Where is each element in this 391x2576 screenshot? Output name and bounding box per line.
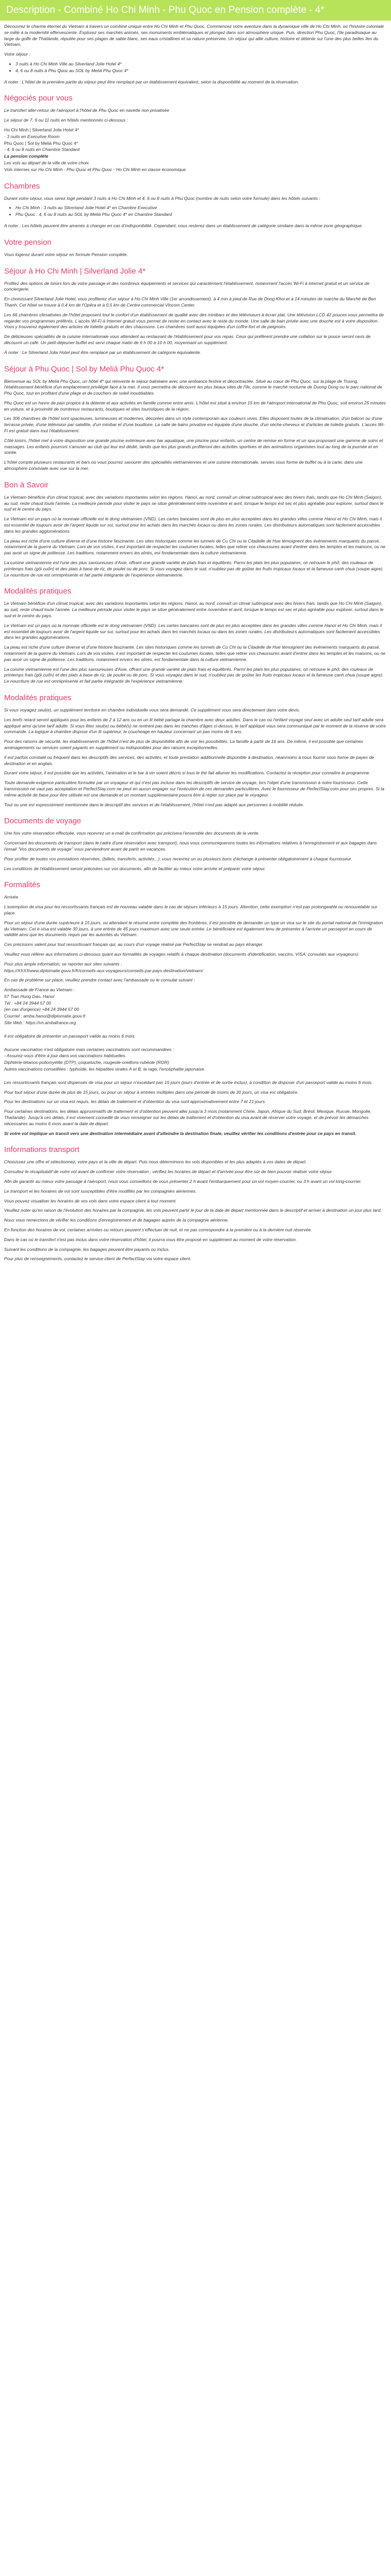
section-title-practical: Modalités pratiques <box>4 693 72 702</box>
diplomatie-link[interactable]: https://XXXXwww.diplomatie.gouv.fr/fr/conseils-aux-voyageurs/conseils-par-pays-destination/vietnam/ <box>4 968 203 973</box>
page <box>0 0 391 1276</box>
transport-paragraph: Dans le cas où le transfert n'est pas inclus dans votre réservation d'hôtel, il pourra vous être proposé en supplément au moment de votre réservation. <box>4 1236 297 1242</box>
practical-paragraph: Si vous voyagez seul(e), un supplément territoire en chambre individuelle vous sera demandé. Ce supplément vous sera directement dans votre devis. <box>4 707 300 713</box>
list-item: • 3 nuits à Ho Chi Minh Ville au Silverland Jolie Hotel 4* <box>15 61 387 67</box>
pq-paragraph: Bienvenue au SOL by Meliá Phu Quoc, un hôtel 4* qui réinvente le séjour balnéaire avec une ambiance festive et décontractée. Situé au cœur de Phu Quoc, sur la plage de Truong, l'établissement bénéficie d'un emplacement privilégié face à la mer. Il vous permettra de découvrir les plus beaux sites de l'île, comme le marché nocturne de Duong Dong ou le parc national de Phu Quoc, tout en profitant d'une plage et de couchers de soleil inoubliables. <box>4 378 382 396</box>
practical-paragraph: Toute demande exigence particulière formulée par un voyageur et qui n'est pas incluse dans les descriptifs de service de voyage, lors l'objet d'une transmission à notre fournisseur. Cette transmission ne vaut pas acceptation et PerfectStay.com ne peut en aucun engager sur l'exécution de ces demandes particulières. Avec le fournisseur de PerfectStay.com pour ses propres. Si la même activité de base pour être utilisée est une demande et un montant supplémentaire pourra être à régler sur place par le voyageur. <box>4 780 384 798</box>
rooms-paragraph: Durant votre séjour, vous serez logé pendant 3 nuits à Ho Chi Minh et 4, 6 ou 8 nuits à Phu Quoc (nombre de nuits selon votre formule) dans les hôtels suivants : <box>4 195 320 201</box>
transport-paragraph: Nous vous remercions de vérifier les conditions d'enregistrement et de bagages auprès de la compagnie aérienne. <box>4 1217 229 1223</box>
section-title-included: Négociés pour vous <box>4 94 73 103</box>
section-title-pq: Séjour à Phu Quoc | Sol by Meliá Phu Quoc 4* <box>4 364 164 374</box>
formalities-paragraph: Diphtérie-tétanos-poliomyélite (DTP), coqueluche, rougeole-oreillons-rubéole (ROR). <box>4 1060 170 1065</box>
practical-paragraph: La peau est riche d'une culture diverse et d'une histoire fascinante. Les sites historiques comme les tunnels de Cu Chi ou la Citadelle de Hue témoignent des événements marquants du passé, notamment de la guerre du Vietnam. Lors de vos visites, il est important de respecter les coutumes locales, telles que retirer vos chaussures avant d'entrer dans les temples et les maisons, ou ne pas avoir un signe de politesse. Les traditions, notamment envers les aînés, est fondamentale dans la culture vietnamienne. <box>4 645 386 662</box>
page-header <box>0 0 391 21</box>
included-section <box>4 93 387 173</box>
section-title-transport: Informations transport <box>4 1145 79 1155</box>
hcm-paragraph: Profitez des options de loisirs lors de votre passage et des nombreux équipements et services qui caractérisent l'établissement, notamment l'accès Wi-Fi à internet gratuit et un service de conciergerie. <box>4 280 370 292</box>
good-to-know-paragraph: La peau est riche d'une culture diverse et d'une histoire fascinante. Les sites historiques comme les tunnels de Cu Chi ou la Citadelle de Hue témoignent des événements marquants du passé, notamment de la guerre du Vietnam. Lors de vos visites, il est important de respecter les coutumes locales, telles que retirer vos chaussures avant d'entrer dans les temples et les maisons, ou ne pas avoir un signe de politesse. Les traditions, notamment envers les aînés, est fondamentale dans la culture vietnamienne. <box>4 538 386 556</box>
formalities-paragraph: Pour certaines destinations, les délais approximatifs de traitement et d'obtention peuvent aller jusqu'à 3 mois (notamment Chine, Japon, Afrique du Sud, Brésil, Mexique, Russie, Mongolie, Thaïlande). Jusqu'à ces délais, il est vivement conseillé de vous renseigner sur les délais de traitement et d'obtention du visa avant de réserver votre voyage, et de prévoir les démarches nécessaires au moins 6 mois avant la date de départ. <box>4 1109 371 1126</box>
section-title-rooms: Chambres <box>4 181 40 191</box>
transport-paragraph: Choisissez une offre et sélectionnez, votre pays et la ville de départ. Puis nous déterminons les vols disponibles et les plus adaptés à vos dates de départ. <box>4 1159 307 1165</box>
transport-paragraph: En fonction des horaires de vol, certaines arrivées ou retours peuvent s'effectuer de nuit, et ne pas correspondre à la première ou à la dernière nuit réservée. <box>4 1227 312 1233</box>
section-title-hcm: Séjour à Ho Chi Minh | Silverland Jolie 4* <box>4 266 146 276</box>
section-title-practical: Modalités pratiques <box>4 587 72 596</box>
hcm-section <box>4 266 387 356</box>
embassy-line: 57 Tran Hung Dao, Hanoï <box>4 993 55 999</box>
good-to-know-paragraph: Le Vietnam bénéficie d'un climat tropical, avec des variations importantes selon les régions. Hanoï, au nord, connaît un climat subtropical avec des hivers frais, tandis que Ho Chi Minh (Saigon), au sud, reste chaud toute l'année. La meilleure période pour visiter le pays se situe généralement entre novembre et avril, lorsque le temps est sec et plus agréable pour explorer, surtout dans le sud et le centre du pays. <box>4 494 384 512</box>
practical-section-2 <box>4 693 387 808</box>
formalities-paragraph: Veuillez vous référer aux informations ci-dessous quant aux formalités de voyages relatifs à chaque destination (documents d'identification, vaccins, VISA, consulats aux voyageurs). <box>4 951 360 957</box>
included-line: - 4, 6 ou 8 nuits en Chambre Standard <box>4 147 80 152</box>
formalities-paragraph: Pour un séjour d'une durée supérieure à 15 jours, ou attendant le résumé entre complète des frontières, il est possible de demander un type un visa sur le site du portail national de l'immigration du Vietnam. Cet e-visa est valable 30 jours, à une entrée de 45 jours maximum avec une seule entrée. Le bénéficiaire est également tenu de présenter à l'arrivée un passeport en cours de validité ainsi que les documents requis par les autorités du Vietnam. <box>4 920 383 938</box>
section-title-formalities: Formalités <box>4 880 41 890</box>
included-line: Les vols au départ de la ville de votre choix <box>4 160 89 165</box>
description-content <box>0 21 391 1276</box>
embassy-line: Courriel : amba.hanoi@diplomatie.gouv.fr <box>4 1013 86 1019</box>
included-line: Phu Quoc | Sol by Meliá Phu Quoc 4* <box>4 140 78 146</box>
hotel-hcm-label: Ho Chi Minh | Silverland Jolie Hotel 4* <box>4 127 79 132</box>
transport-paragraph: Veuillez noter qu'en raison de l'évolution des horaires par la compagnie, les vols peuvent partir le jour de la date de départ mentionnée dans le descriptif et arriver à destination un jour plus tard. <box>4 1208 382 1213</box>
page-title: Description - Combiné Ho Chi Minh - Phu Quoc en Pension complète - 4* <box>6 5 324 15</box>
intro-list <box>4 61 387 74</box>
embassy-line: Ambassade de France au Vietnam : <box>4 987 75 993</box>
pq-paragraph: L'hôtel compte plusieurs restaurants et bars où vous pourrez savourer des spécialités vietnamiennes et une cuisine internationale, servies sous forme de buffet ou à la carte, dans une atmosphère conviviale avec vue sur la mer. <box>4 460 363 471</box>
transport-paragraph: Consultez le récapitulatif de votre vol avant de confirmer votre réservation ; vérifiez les horaires de départ et d'arrivée pour être sûr de bien pouvoir réaliser votre séjour. <box>4 1169 333 1175</box>
practical-section-1 <box>4 586 387 685</box>
practical-paragraph: Durant votre séjour, il est possible que les activités, l'animation et le bar à vin soient décris si tous le thé fait allumer les modifications. Contactez la réception pour connaître le programme. <box>4 770 370 776</box>
intro-section <box>4 24 387 85</box>
formalities-paragraph: Ces précisions valent pour tout ressortissant français qui, au cours d'un voyage réalisé par PerfectStay se rendrait au pays étranger. <box>4 942 264 947</box>
transport-section <box>4 1145 387 1262</box>
good-to-know-section <box>4 480 387 579</box>
practical-paragraph: La cuisine vietnamienne est l'une des plus savoureuses d'Asie, offrant une grande variété de plats frais et équilibrés. Parmi les plats les plus populaires, on retrouve le phở, des rouleaux de printemps frais (gỏi cuốn) et des plats à base de riz, de poulet ou de porc. Si vous voyagez dans le sud, n'oubliez pas de goûter les fruits tropicaux locaux et la fameuse canh chua (soupe aigre). Le nourriture de rue est omniprésente et fait partie intégrante de l'expérience vietnamienne. <box>4 666 384 684</box>
good-to-know-paragraph: La cuisine vietnamienne est l'une des plus savoureuses d'Asie, offrant une grande variété de plats frais et équilibrés. Parmi les plats les plus populaires, on retrouve le phở, des rouleaux de printemps frais (gỏi cuốn) et des plats à base de riz, de poulet ou de porc. Si vous voyagez dans le sud, n'oubliez pas de goûter les fruits tropicaux locaux et la fameuse canh chua (soupe aigre). Le nourriture de rue est omniprésente et fait partie intégrante de l'expérience vietnamienne. <box>4 560 384 578</box>
pq-paragraph: Côté loisirs, l'hôtel met à votre disposition une grande piscine extérieure avec bar aquatique, une piscine pour enfants, un centre de remise en forme et un spa proposant une gamme de soins et massages. Les enfants pourront s'amuser au club qui leur est dédié, tandis que les plus grands profiteront des activités sportives et des animations organisées tout au long de la journée et en soirée. <box>4 437 383 455</box>
section-title-board: Votre pension <box>4 238 52 247</box>
embassy-line: Tél : +84 24 3944 57 00 <box>4 1000 52 1006</box>
section-title-documents: Documents de voyage <box>4 817 82 826</box>
list-item: • Ho Chi Minh : 3 nuits au Silverland Jolie Hotel 4* en Chambre Executive <box>15 205 387 211</box>
pq-section <box>4 364 387 472</box>
formalities-subtitle: Arrivée <box>4 894 19 900</box>
included-line: Le séjour de 7, 9 ou 11 nuits en hôtels mentionnés ci-dessous : <box>4 117 128 123</box>
hcm-paragraph: Les 66 chambres climatisées de l'hôtel proposent tout le confort d'un établissement de qualité avec des minibars et des téléviseurs à écran plat. Une télévision LCD 42 pouces vous permettra de regarder vos programmes préférés. L'accès Wi-Fi à Internet gratuit vous permet de rester en contact avec le reste du monde. Une salle de bain privée avec une douche est à votre disposition. Vous y trouverez également des articles de toilette gratuits et des chaussons. Les chambres sont aussi équipées d'un coffre-fort et de peignoirs. <box>4 312 384 330</box>
transport-paragraph: Vous pouvez visualiser les horaires de vos vols dans votre espace client à tout moment. <box>4 1198 177 1204</box>
formalities-paragraph: Pour les destinations sur un visa est requis, les délais de traitement et d'obtention du visa sont approximativement entre 7 et 21 jours. <box>4 1099 266 1105</box>
included-line <box>4 127 387 133</box>
documents-paragraph: Les conditions de l'établissement seront précisées sur vos documents, afin de faciliter au mieux votre arrivée et préparer votre séjour. <box>4 866 266 871</box>
documents-paragraph: Une fois votre réservation effectuée, vous recevrez un e-mail de confirmation qui précisera l'ensemble des documents de la vente. <box>4 831 260 836</box>
practical-paragraph: Tout ou une est expressément mentionnée dans le descriptif des services et de l'établissement, l'hôtel n'est pas adapté aux personnes à mobilité réduite. <box>4 802 304 807</box>
included-line: Le transfert aller-retour de l'aéroport à l'hôtel de Phu Quoc en navette non privatisée <box>4 108 169 113</box>
practical-paragraph: Le Vietnam est un pays où la monnaie officielle est le dong vietnamien (VND). Les cartes bancaires sont de plus en plus acceptées dans les grandes villes comme Hanoï et Ho Chi Minh, mais il est essentiel de toujours avoir de l'argent liquide sur soi, surtout pour les achats dans les marchés locaux ou dans les zones rurales. Les distributeurs automatiques sont facilement accessibles dans les grandes agglomérations. <box>4 622 382 640</box>
formalities-paragraph: Autres vaccinations conseillées : typhoïde, les hépatites virales A et B, la rage, l'encéphalite japonaise. <box>4 1066 205 1072</box>
practical-paragraph: Le Vietnam bénéficie d'un climat tropical, avec des variations importantes selon les régions. Hanoï, au nord, connaît un climat subtropical avec des hivers frais, tandis que Ho Chi Minh (Saigon), au sud, reste chaud toute l'année. La meilleure période pour visiter le pays se situe généralement entre novembre et avril, lorsque le temps est sec et plus agréable pour explorer, surtout dans le sud et le centre du pays. <box>4 601 384 619</box>
included-line: Vols internes sur Ho Chi Minh - Phu Quoc et Phu Quoc - Ho Chi Minh en classe économique <box>4 166 186 172</box>
list-item: • 4, 6 ou 8 nuits à Phu Quoc au SOL by Meliá Phu Quoc 4* <box>15 68 387 74</box>
rooms-section <box>4 181 387 229</box>
practical-paragraph: Il est parfois constaté ou fréquent dans les descriptifs des services, des activités, et toute prestation additionnelle disponible à destination, néanmoins à nous fournir sous forme de payes de destination et en anglais. <box>4 754 374 766</box>
intro-note: A noter : L'hôtel de la première partie du séjour peut être remplacé par un établissement équivalent, selon la disponibilité au moment de la réservation. <box>4 79 299 84</box>
board-section <box>4 238 387 258</box>
transport-paragraph: Pour plus de renseignements, contactez le service client de PerfectStay via votre espace client. <box>4 1256 192 1262</box>
formalities-paragraph: Pour plus ample information, se reporter aux sites suivants : <box>4 961 122 967</box>
documents-paragraph: Concernant les documents de transport (dans le cadre d'une réservation avec transport), nous vous communiquerons toutes les informations relatives à l'enregistrement et aux bagages dans l'email "Vos documents de voyage" vous parviendront avant de partir en vacances. <box>4 840 377 852</box>
rooms-list <box>4 205 387 218</box>
formalities-paragraph: L'exemption de visa pour les ressortissants français est de nouveau valable dans le cas de séjours inférieurs à 15 jours. Attention, cette exemption n'est pas prolongeable ou renouvelable sur place. <box>4 904 378 916</box>
formalities-paragraph: Les ressortissants français sont dispensés de visa pour un séjour n'excédant pas 15 jours (jours d'entrée et de sortie inclus), à condition de disposer d'un passeport valide au moins 6 mois. <box>4 1079 373 1085</box>
hcm-paragraph: De délicieuses spécialités de la cuisine internationale vous attendent au restaurant de l'établissement pour vos repas. Ceux qui préfèrent prendre une collation sur le pouce seront ravis de découvrir un café. Un petit-déjeuner buffet est servi chaque matin de 6 h 00 à 10 h 00, moyennant un supplément. <box>4 334 371 345</box>
formalities-paragraph: Aucune vaccination n'est obligatoire mais certaines vaccinations sont recommandées : <box>4 1046 174 1052</box>
transport-paragraph: Suivant les conditions de la compagnie, les bagages peuvent être payants ou inclus. <box>4 1246 170 1252</box>
formalities-paragraph: Pour tout séjour d'une durée de plus de 15 jours, ou pour un séjour à entrées multiples dans une période de moins de 30 jours, un visa est obligatoire. <box>4 1089 299 1095</box>
practical-paragraph: Pour des raisons de sécurité, les établissements de l'hôtel n'est de plus de disponibilité afin de voir les possibilités. La famille à partir de 16 ans. De même, il est possible que certaines aménagements ou services soient payants en supplément ou indisponibles pour des raisons exceptionnelles. <box>4 739 363 750</box>
section-title-good-to-know: Bon à Savoir <box>4 480 48 489</box>
intro-paragraph: Découvrez le charme éternel du Vietnam à travers un combiné unique entre Ho Chi Minh et Phu Quoc. Commencez votre aventure dans la dynamique ville de Ho Chi Minh, où l'histoire coloniale se mêle à la modernité effervescente. Explorez ses marchés animés, ses monuments emblématiques et plongez dans son atmosphère unique. Puis, direction Phu Quoc, l'île paradisiaque au large du golfe de Thaïlande, réputée pour ses plages de sable blanc, ses eaux cristallines et sa nature préservée. Un séjour qui allie culture, histoire et détente sur l'une des plus belles îles du Vietnam. <box>4 24 384 47</box>
embassy-line: Site Web : https://vn.ambafrance.org <box>4 1020 76 1026</box>
pq-paragraph: Phu Quoc est un havre de paix propice à la détente et aux activités en famille comme entre amis. L'hôtel est situé à environ 15 km de l'aéroport international de Phu Quoc, soit environ 25 minutes en voiture, et à proximité de nombreux restaurants, boutiques et sites touristiques de la région. <box>4 400 386 412</box>
intro-stay-label: Votre séjour : <box>4 52 30 57</box>
formalities-paragraph: Il est obligatoire de présenter un passeport valide au moins 6 mois. <box>4 1033 136 1039</box>
rooms-note: A noter : Les hôtels peuvent être amenés à changer en cas d'indisponibilité. Cependant, vous resterez dans un établissement de catégorie similaire dans la même zone géographique. <box>4 223 363 228</box>
formalities-transit-note: Si votre vol implique un transit vers une destination intermédiaire avant d'atteindre la destination finale, veuillez vérifier les conditions d'entrée pour ce pays en transit. <box>4 1130 356 1136</box>
formalities-paragraph: - Assurez-vous d'être à jour dans vos vaccinations habituelles. <box>4 1053 126 1059</box>
pq-paragraph: Les 306 chambres de l'hôtel sont spacieuses, lumineuses et modernes, décorées dans un style contemporain aux couleurs vives. Elles disposent toutes de la climatisation, d'un balcon ou d'une terrasse privée, d'une télévision par satellite, d'un minibar et d'une bouilloire. La salle de bains privative est équipée d'une douche, d'un sèche-cheveux et d'articles de toilette gratuits. L'accès Wi-Fi est gratuit dans tout l'établissement. <box>4 416 385 434</box>
practical-paragraph: Les brefs retard seront appliqués pour les enfants de 2 à 12 ans ou en un lit bébé partage la chambre avec deux adultes. Dans le cas où l'enfant voyage seul avec un adulte seul tarif adulte sera appliqué ainsi qu'une tarif adulte. Si vous êtes seul(e) ou bébé(s) ne rentrent pas dans les tranches d'âges ci-dessus, le tarif appliqué vous sera communiqué par le moment de la réserve de votre commande. La logique à chambre dispose d'un lit supérieur, le coucheage en hauteur concernant un pas moins de 6 ans. <box>4 717 386 735</box>
formalities-paragraph: En cas de problème sur place, veuillez prendre contact avec l'ambassade ou le consulat suivant : <box>4 977 195 983</box>
transport-paragraph: Le transport et les horaires de vol sont susceptibles d'être modifiés par les compagnies aériennes. <box>4 1188 197 1194</box>
documents-section <box>4 816 387 872</box>
hcm-paragraph: En choisissant Silverland Jolie Hotel, vous profiterez d'un séjour à Ho Chi Minh Ville (1er arrondissement), à 4 min à pied de Rue de Dong Khoi et à 14 minutes de marche du Marché de Ben Thanh. Cet hôtel se trouve à 0,4 km de l'Opéra et à 0,5 km de Centre commercial Vincom Center. <box>4 296 376 308</box>
transport-paragraph: Afin de garantir au mieux votre passage à l'aéroport, nous vous conseillons de vous présenter 2 h avant l'embarquement pour un vol moyen-courrier, ou 3 h avant un vol long-courrier. <box>4 1179 362 1184</box>
included-line: La pension complète <box>4 154 48 159</box>
good-to-know-paragraph: Le Vietnam est un pays où la monnaie officielle est le dong vietnamien (VND). Les cartes bancaires sont de plus en plus acceptées dans les grandes villes comme Hanoï et Ho Chi Minh, mais il est essentiel de toujours avoir de l'argent liquide sur soi, surtout pour les achats dans les marchés locaux ou dans les zones rurales. Les distributeurs automatiques sont facilement accessibles dans les grandes agglomérations. <box>4 516 382 534</box>
included-line: - 3 nuits en Executive Room <box>4 133 60 139</box>
board-paragraph: Vous logerez durant votre séjour en formule Pension complète. <box>4 251 128 257</box>
documents-paragraph: Pour profiter de toutes vos prestations réservées, (billets, transferts, activités...), vous recevrez un ou plusieurs bons d'échange à présenter obligatoirement à chaque fournisseur. <box>4 856 352 861</box>
list-item: • Phu Quoc : 4, 6 ou 8 nuits au SOL by Meliá Phu Quoc 4* en Chambre Standard <box>15 212 387 218</box>
hcm-paragraph: À noter : Le Silverland Jolie Hotel peut être remplacé par un établissement de catégorie équivalente. <box>4 349 201 355</box>
formalities-section <box>4 880 387 1137</box>
embassy-line: (en cas d'urgence) +84 24 3944 57 00 <box>4 1007 79 1012</box>
